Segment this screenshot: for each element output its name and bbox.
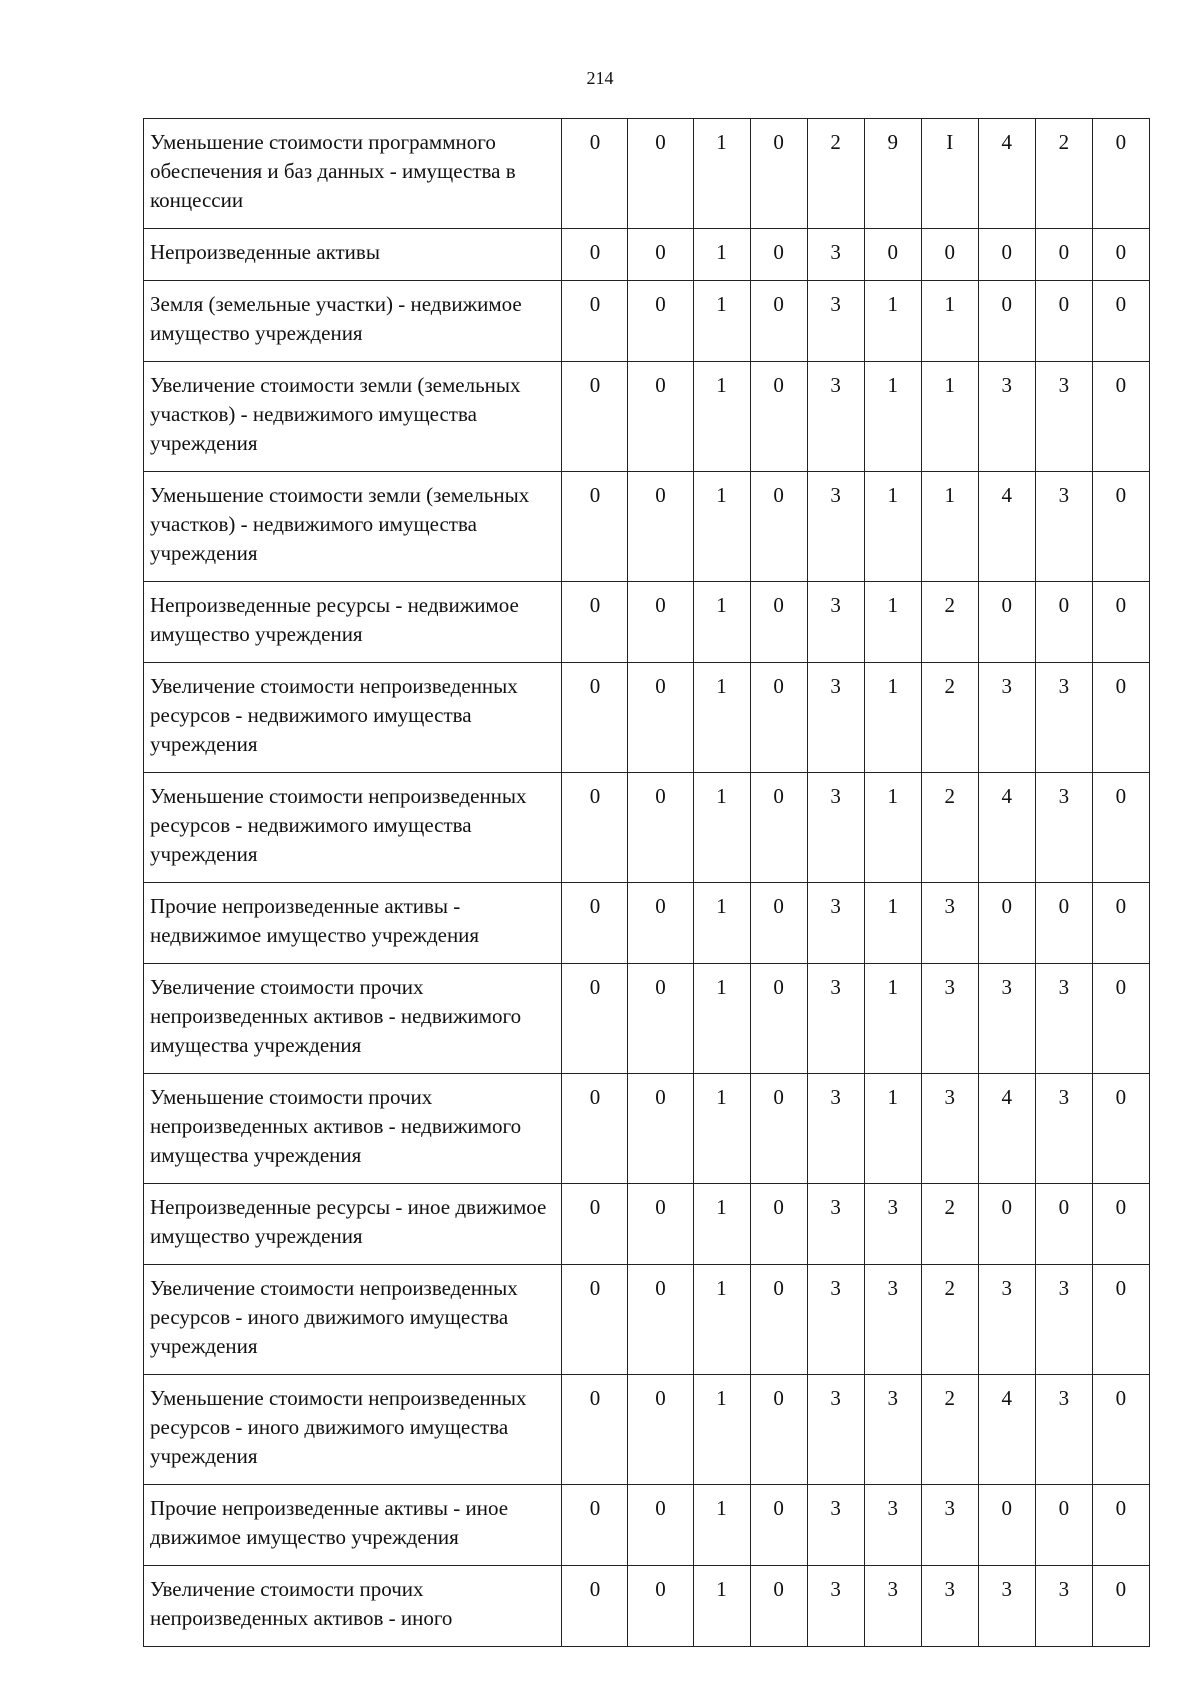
code-digit-cell: 3	[978, 362, 1035, 472]
code-digit-cell: 3	[1035, 1265, 1092, 1375]
code-digit-cell: 3	[1035, 1074, 1092, 1184]
code-digit-cell: 1	[693, 229, 750, 281]
code-digit-cell: 3	[921, 1566, 978, 1647]
code-digit-cell: 3	[807, 582, 864, 663]
code-digit-cell: 0	[562, 1074, 628, 1184]
code-digit-cell: 1	[864, 1074, 921, 1184]
code-digit-cell: 3	[1035, 1566, 1092, 1647]
code-digit-cell: 0	[750, 1566, 807, 1647]
account-codes-table	[143, 118, 1150, 1647]
code-digit-cell: 0	[562, 281, 628, 362]
code-digit-cell: 0	[978, 1184, 1035, 1265]
table-row	[144, 119, 1150, 229]
account-name-cell: Уменьшение стоимости прочих непроизведенных активов - недвижимого имущества учреждения	[144, 1074, 562, 1184]
code-digit-cell: 0	[562, 229, 628, 281]
code-digit-cell: 3	[1035, 1375, 1092, 1485]
table-row	[144, 362, 1150, 472]
code-digit-cell: 0	[628, 883, 693, 964]
code-digit-cell: 1	[864, 472, 921, 582]
code-digit-cell: 3	[807, 1485, 864, 1566]
table-row	[144, 1074, 1150, 1184]
code-digit-cell: 3	[864, 1485, 921, 1566]
code-digit-cell: 0	[978, 883, 1035, 964]
code-digit-cell: I	[921, 119, 978, 229]
code-digit-cell: 0	[562, 1566, 628, 1647]
account-name-cell: Уменьшение стоимости земли (земельных участков) - недвижимого имущества учреждения	[144, 472, 562, 582]
code-digit-cell: 0	[750, 964, 807, 1074]
code-digit-cell: 3	[864, 1265, 921, 1375]
code-digit-cell: 0	[1092, 582, 1149, 663]
code-digit-cell: 4	[978, 1375, 1035, 1485]
code-digit-cell: 1	[693, 119, 750, 229]
code-digit-cell: 1	[864, 281, 921, 362]
table-row	[144, 1566, 1150, 1647]
code-digit-cell: 3	[1035, 472, 1092, 582]
code-digit-cell: 0	[1035, 1184, 1092, 1265]
table-row	[144, 472, 1150, 582]
code-digit-cell: 3	[864, 1375, 921, 1485]
code-digit-cell: 1	[693, 1184, 750, 1265]
account-name-cell: Непроизведенные активы	[144, 229, 562, 281]
code-digit-cell: 0	[562, 472, 628, 582]
account-name-cell: Уменьшение стоимости непроизведенных ресурсов - иного движимого имущества учреждения	[144, 1375, 562, 1485]
code-digit-cell: 3	[807, 1375, 864, 1485]
table-row	[144, 582, 1150, 663]
code-digit-cell: 0	[978, 1485, 1035, 1566]
code-digit-cell: 0	[562, 1375, 628, 1485]
account-name-cell: Уменьшение стоимости непроизведенных ресурсов - недвижимого имущества учреждения	[144, 773, 562, 883]
code-digit-cell: 0	[750, 1375, 807, 1485]
table-row	[144, 773, 1150, 883]
code-digit-cell: 0	[978, 281, 1035, 362]
code-digit-cell: 3	[921, 1485, 978, 1566]
code-digit-cell: 0	[562, 964, 628, 1074]
account-name-cell: Непроизведенные ресурсы - недвижимое имущество учреждения	[144, 582, 562, 663]
code-digit-cell: 1	[693, 964, 750, 1074]
account-name-cell: Увеличение стоимости земли (земельных участков) - недвижимого имущества учреждения	[144, 362, 562, 472]
code-digit-cell: 1	[864, 883, 921, 964]
code-digit-cell: 3	[978, 663, 1035, 773]
code-digit-cell: 4	[978, 773, 1035, 883]
code-digit-cell: 0	[921, 229, 978, 281]
table-row	[144, 229, 1150, 281]
code-digit-cell: 0	[562, 1485, 628, 1566]
code-digit-cell: 3	[807, 663, 864, 773]
code-digit-cell: 0	[1092, 663, 1149, 773]
code-digit-cell: 0	[978, 582, 1035, 663]
account-name-cell: Увеличение стоимости непроизведенных ресурсов - иного движимого имущества учреждения	[144, 1265, 562, 1375]
code-digit-cell: 0	[864, 229, 921, 281]
code-digit-cell: 0	[628, 472, 693, 582]
code-digit-cell: 4	[978, 472, 1035, 582]
code-digit-cell: 3	[807, 229, 864, 281]
code-digit-cell: 3	[807, 964, 864, 1074]
code-digit-cell: 0	[562, 663, 628, 773]
code-digit-cell: 1	[921, 281, 978, 362]
code-digit-cell: 0	[1092, 1485, 1149, 1566]
code-digit-cell: 1	[693, 1074, 750, 1184]
code-digit-cell: 2	[921, 582, 978, 663]
code-digit-cell: 3	[921, 883, 978, 964]
code-digit-cell: 1	[693, 362, 750, 472]
account-name-cell: Прочие непроизведенные активы - иное движимое имущество учреждения	[144, 1485, 562, 1566]
code-digit-cell: 0	[1035, 281, 1092, 362]
account-name-cell: Земля (земельные участки) - недвижимое имущество учреждения	[144, 281, 562, 362]
code-digit-cell: 0	[1092, 281, 1149, 362]
code-digit-cell: 2	[921, 1375, 978, 1485]
code-digit-cell: 1	[693, 472, 750, 582]
code-digit-cell: 4	[978, 119, 1035, 229]
table-row	[144, 1485, 1150, 1566]
code-digit-cell: 0	[628, 229, 693, 281]
code-digit-cell: 1	[693, 883, 750, 964]
code-digit-cell: 0	[628, 281, 693, 362]
code-digit-cell: 3	[921, 1074, 978, 1184]
code-digit-cell: 0	[628, 119, 693, 229]
code-digit-cell: 0	[562, 773, 628, 883]
code-digit-cell: 0	[750, 1184, 807, 1265]
code-digit-cell: 0	[628, 773, 693, 883]
code-digit-cell: 0	[628, 582, 693, 663]
code-digit-cell: 0	[1092, 1566, 1149, 1647]
code-digit-cell: 0	[1092, 883, 1149, 964]
code-digit-cell: 0	[1035, 883, 1092, 964]
code-digit-cell: 3	[807, 883, 864, 964]
account-name-cell: Увеличение стоимости прочих непроизведенных активов - недвижимого имущества учреждения	[144, 964, 562, 1074]
code-digit-cell: 3	[1035, 362, 1092, 472]
account-name-cell: Непроизведенные ресурсы - иное движимое имущество учреждения	[144, 1184, 562, 1265]
code-digit-cell: 0	[750, 1074, 807, 1184]
code-digit-cell: 3	[978, 1566, 1035, 1647]
code-digit-cell: 1	[921, 362, 978, 472]
code-digit-cell: 1	[693, 773, 750, 883]
code-digit-cell: 0	[562, 362, 628, 472]
code-digit-cell: 2	[921, 1184, 978, 1265]
code-digit-cell: 1	[921, 472, 978, 582]
code-digit-cell: 3	[807, 472, 864, 582]
code-digit-cell: 0	[750, 281, 807, 362]
code-digit-cell: 0	[1092, 1375, 1149, 1485]
code-digit-cell: 0	[750, 663, 807, 773]
code-digit-cell: 1	[864, 964, 921, 1074]
code-digit-cell: 3	[807, 362, 864, 472]
code-digit-cell: 3	[864, 1566, 921, 1647]
code-digit-cell: 0	[1092, 229, 1149, 281]
code-digit-cell: 3	[1035, 663, 1092, 773]
code-digit-cell: 0	[628, 1375, 693, 1485]
code-digit-cell: 0	[562, 119, 628, 229]
code-digit-cell: 0	[562, 582, 628, 663]
code-digit-cell: 0	[628, 1485, 693, 1566]
code-digit-cell: 0	[628, 362, 693, 472]
code-digit-cell: 0	[750, 229, 807, 281]
code-digit-cell: 3	[1035, 773, 1092, 883]
code-digit-cell: 0	[1092, 472, 1149, 582]
code-digit-cell: 0	[1092, 1184, 1149, 1265]
table-row	[144, 1265, 1150, 1375]
code-digit-cell: 0	[750, 1265, 807, 1375]
code-digit-cell: 0	[750, 472, 807, 582]
code-digit-cell: 1	[693, 1375, 750, 1485]
code-digit-cell: 1	[693, 281, 750, 362]
code-digit-cell: 1	[693, 1265, 750, 1375]
code-digit-cell: 3	[978, 1265, 1035, 1375]
code-digit-cell: 3	[807, 1074, 864, 1184]
code-digit-cell: 0	[750, 582, 807, 663]
code-digit-cell: 0	[562, 883, 628, 964]
code-digit-cell: 0	[628, 1074, 693, 1184]
account-name-cell: Прочие непроизведенные активы - недвижимое имущество учреждения	[144, 883, 562, 964]
code-digit-cell: 2	[1035, 119, 1092, 229]
code-digit-cell: 0	[1092, 1074, 1149, 1184]
code-digit-cell: 0	[750, 883, 807, 964]
code-digit-cell: 0	[1092, 773, 1149, 883]
code-digit-cell: 0	[1035, 582, 1092, 663]
code-digit-cell: 0	[628, 663, 693, 773]
code-digit-cell: 0	[750, 773, 807, 883]
code-digit-cell: 2	[807, 119, 864, 229]
code-digit-cell: 3	[807, 281, 864, 362]
code-digit-cell: 0	[628, 964, 693, 1074]
account-name-cell: Увеличение стоимости непроизведенных ресурсов - недвижимого имущества учреждения	[144, 663, 562, 773]
code-digit-cell: 0	[750, 119, 807, 229]
code-digit-cell: 2	[921, 663, 978, 773]
code-digit-cell: 0	[750, 362, 807, 472]
code-digit-cell: 1	[864, 663, 921, 773]
code-digit-cell: 0	[1035, 229, 1092, 281]
code-digit-cell: 0	[1092, 964, 1149, 1074]
code-digit-cell: 2	[921, 773, 978, 883]
code-digit-cell: 1	[864, 773, 921, 883]
code-digit-cell: 3	[1035, 964, 1092, 1074]
code-digit-cell: 0	[628, 1566, 693, 1647]
code-digit-cell: 1	[864, 362, 921, 472]
code-digit-cell: 3	[807, 1184, 864, 1265]
table-row	[144, 1375, 1150, 1485]
table-row	[144, 1184, 1150, 1265]
table-row	[144, 281, 1150, 362]
code-digit-cell: 9	[864, 119, 921, 229]
code-digit-cell: 0	[628, 1265, 693, 1375]
code-digit-cell: 0	[1092, 119, 1149, 229]
code-digit-cell: 3	[864, 1184, 921, 1265]
page-number: 214	[586, 68, 614, 88]
code-digit-cell: 0	[562, 1265, 628, 1375]
table-row	[144, 883, 1150, 964]
code-digit-cell: 2	[921, 1265, 978, 1375]
code-digit-cell: 3	[978, 964, 1035, 1074]
code-digit-cell: 1	[864, 582, 921, 663]
code-digit-cell: 0	[1092, 362, 1149, 472]
account-name-cell: Увеличение стоимости прочих непроизведенных активов - иного	[144, 1566, 562, 1647]
account-name-cell: Уменьшение стоимости программного обеспечения и баз данных - имущества в концессии	[144, 119, 562, 229]
code-digit-cell: 0	[1035, 1485, 1092, 1566]
code-digit-cell: 0	[978, 229, 1035, 281]
table-row	[144, 964, 1150, 1074]
code-digit-cell: 0	[1092, 1265, 1149, 1375]
code-digit-cell: 1	[693, 1566, 750, 1647]
code-digit-cell: 4	[978, 1074, 1035, 1184]
code-digit-cell: 3	[807, 773, 864, 883]
code-digit-cell: 0	[750, 1485, 807, 1566]
code-digit-cell: 0	[628, 1184, 693, 1265]
table-row	[144, 663, 1150, 773]
code-digit-cell: 3	[807, 1265, 864, 1375]
table-body	[144, 119, 1150, 1647]
code-digit-cell: 1	[693, 1485, 750, 1566]
code-digit-cell: 1	[693, 663, 750, 773]
code-digit-cell: 3	[807, 1566, 864, 1647]
code-digit-cell: 1	[693, 582, 750, 663]
code-digit-cell: 3	[921, 964, 978, 1074]
code-digit-cell: 0	[562, 1184, 628, 1265]
